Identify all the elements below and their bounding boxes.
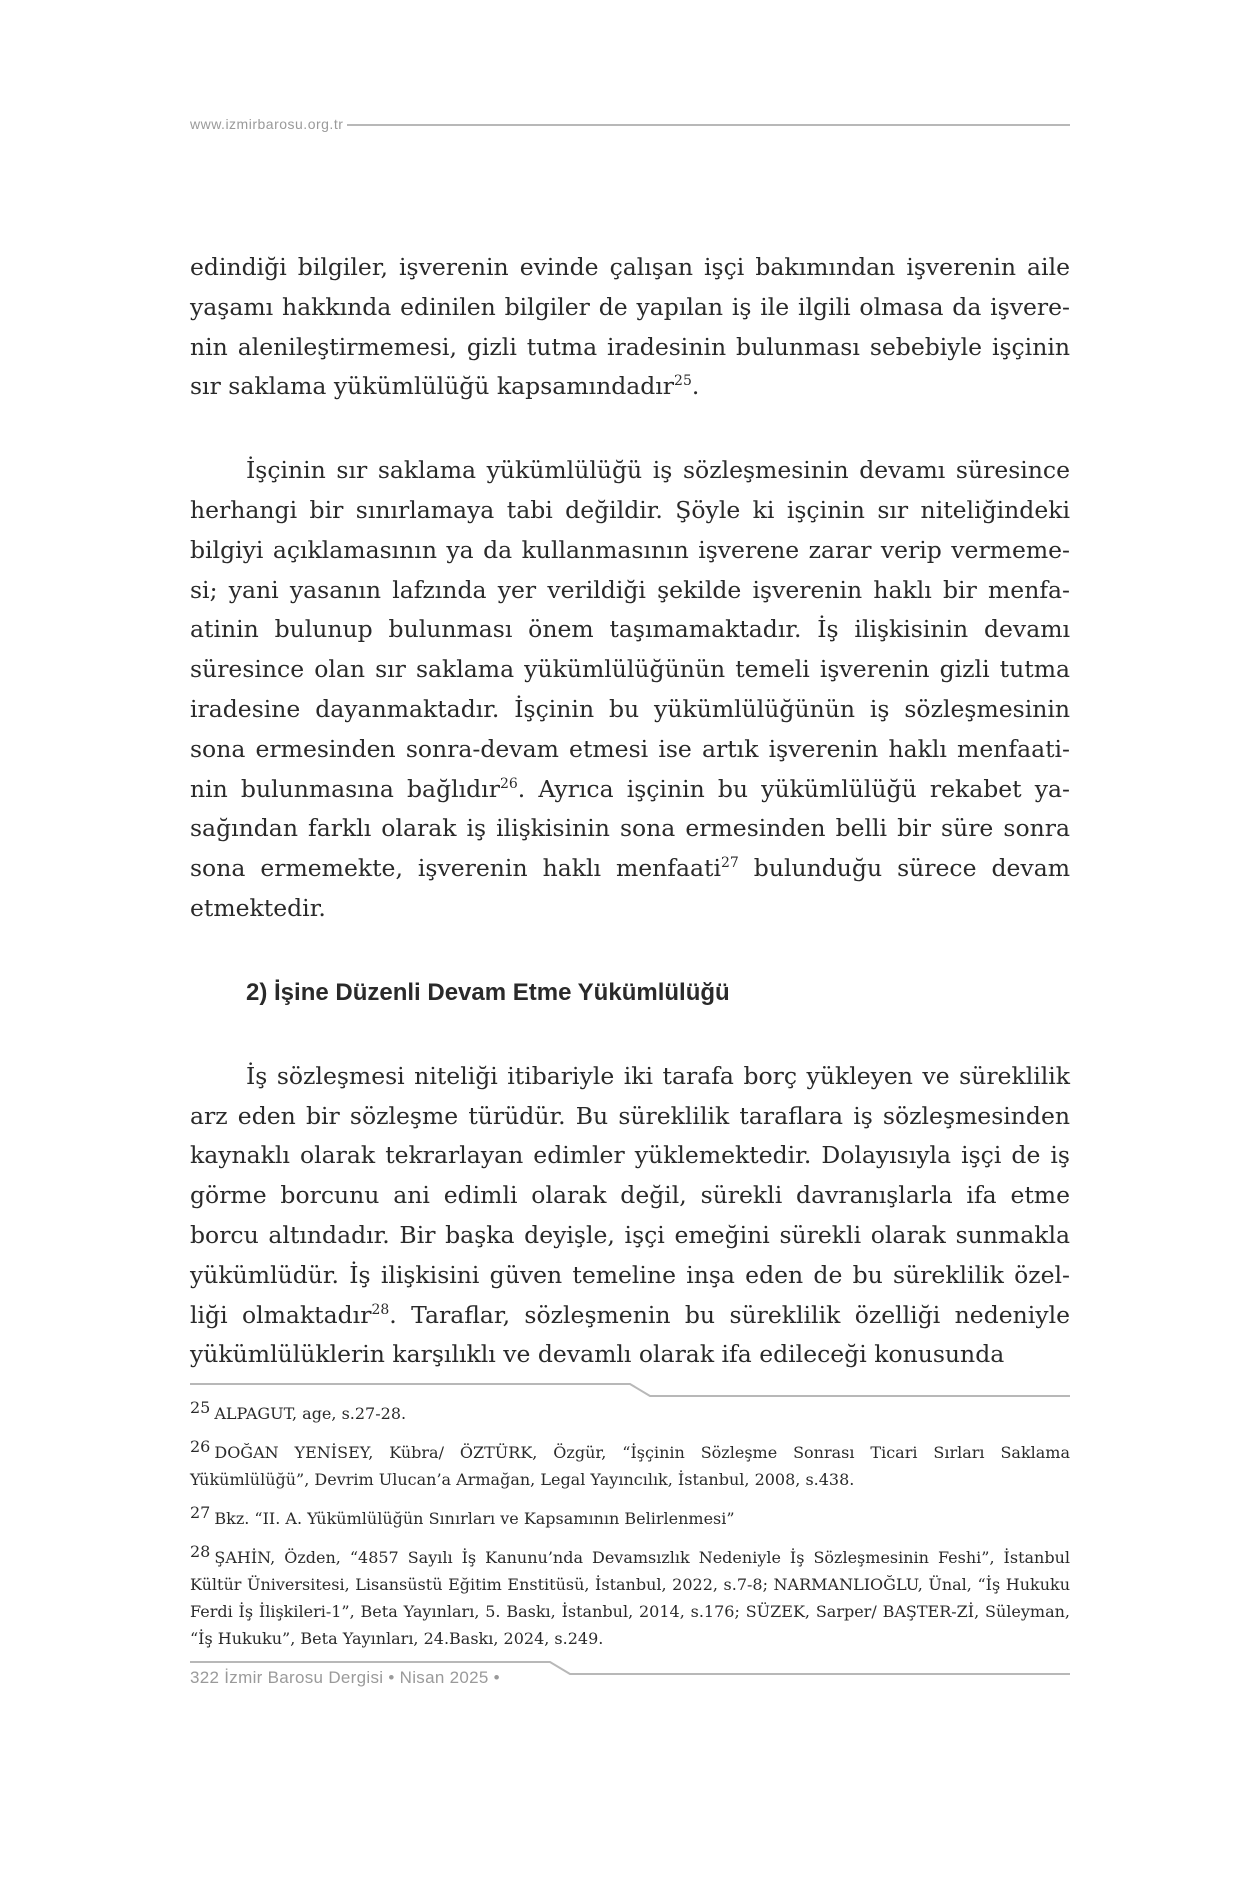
- footnote-number: 25: [190, 1398, 211, 1417]
- footnote-28: [190, 1544, 1070, 1652]
- page-footer: [190, 1656, 1070, 1696]
- paragraph-2: [190, 451, 1070, 929]
- footnote-separator: [190, 1378, 1070, 1402]
- footnote-number: 26: [190, 1437, 211, 1456]
- paragraph-1-end: .: [691, 372, 700, 401]
- paragraph-2-text-c: bulunduğu sürece devam etmektedir.: [190, 854, 1070, 922]
- footnote-text: ŞAHİN, Özden, “4857 Sayılı İş Kanunu’nda Devamsızlık Nedeniyle İş Sözleşmesinin Feshi”, İstanbul Kültür Üniversitesi, Lisansüstü Eğitim Enstitüsü, İstanbul, 2022, s.7-8; NARMANLIOĞLU, Ünal, “İş Hukuku Ferdi İş İlişkileri-1”, Beta Yayınları, 5. Baskı, İstanbul, 2014, s.176; SÜZEK, Sarper/ BAŞTER-Zİ, Süleyman, “İş Hukuku”, Beta Yayınları, 24.Baskı, 2024, s.249.: [190, 1548, 1070, 1648]
- paragraph-gap: [190, 1013, 1070, 1057]
- paragraph-1-text: edindiği bilgiler, işverenin evinde çalışan işçi bakımından işverenin aile yaşamı hakkında edinilen bilgiler de yapılan iş ile ilgili olmasa da işvere-nin alenileştirmemesi, gizli tutma iradesinin bulunması sebebiyle işçinin sır saklama yükümlülüğü kapsamındadır: [190, 253, 1070, 401]
- footnote-text: DOĞAN YENİSEY, Kübra/ ÖZTÜRK, Özgür, “İşçinin Sözleşme Sonrası Ticari Sırları Saklama Yükümlülüğü”, Devrim Ulucan’a Armağan, Legal Yayıncılık, İstanbul, 2008, s.438.: [190, 1443, 1070, 1489]
- footnote-number: 27: [190, 1503, 211, 1522]
- footnote-27: [190, 1505, 1070, 1532]
- footnote-text: Bkz. “II. A. Yükümlülüğün Sınırları ve Kapsamının Belirlenmesi”: [214, 1509, 735, 1528]
- footnote-number: 28: [190, 1542, 211, 1561]
- paragraph-gap: [190, 929, 1070, 973]
- footnote-ref-25[interactable]: 25: [674, 373, 692, 390]
- paragraph-1: [190, 248, 1070, 407]
- section-heading: 2) İşine Düzenli Devam Etme Yükümlülüğü: [246, 978, 730, 1006]
- paragraph-gap: [190, 407, 1070, 451]
- paragraph-3: [190, 1057, 1070, 1375]
- header-url[interactable]: www.izmirbarosu.org.tr: [190, 116, 344, 132]
- header-rule: [347, 124, 1070, 126]
- footer-journal-info: 322 İzmir Barosu Dergisi • Nisan 2025 •: [190, 1668, 500, 1687]
- footnote-ref-26[interactable]: 26: [499, 775, 518, 792]
- body-text: [190, 248, 1070, 1375]
- page-header: [190, 112, 1070, 136]
- footnotes: [190, 1400, 1070, 1664]
- footnote-ref-27[interactable]: 27: [720, 855, 739, 872]
- paragraph-3-text-b: . Taraflar, sözleşmenin bu süreklilik özelliği nedeniyle yükümlülüklerin karşılıklı ve devamlı olarak ifa edileceği konusunda: [190, 1300, 1070, 1369]
- footnote-26: [190, 1439, 1070, 1493]
- footnote-25: [190, 1400, 1070, 1427]
- footnote-text: ALPAGUT, age, s.27-28.: [214, 1404, 407, 1423]
- footnote-ref-28[interactable]: 28: [371, 1301, 390, 1318]
- paragraph-2-text-a: İşçinin sır saklama yükümlülüğü iş sözleşmesinin devamı süresince herhangi bir sınırlamaya tabi değildir. Şöyle ki işçinin sır niteliğindeki bilgiyi açıklamasının ya da kullanmasının işverene zarar verip vermeme-si; yani yasanın lafzında yer verildiği şekilde işverenin haklı bir menfa-atinin bulunup bulunması önem taşımamaktadır. İş ilişkisinin devamı süresince olan sır saklama yükümlülüğünün temeli işverenin gizli tutma iradesine dayanmaktadır. İşçinin bu yükümlülüğünün iş sözleşmesinin sona ermesinden sonra-devam etmesi ise artık işverenin haklı menfaati-nin bulunmasına bağlıdır: [190, 456, 1070, 803]
- paragraph-2-text-b: . Ayrıca işçinin bu yükümlülüğü rekabet ya-sağından farklı olarak iş ilişkisinin sona ermesinden belli bir süre sonra sona ermemekte, işverenin haklı menfaati: [190, 774, 1070, 883]
- paragraph-3-text-a: İş sözleşmesi niteliği itibariyle iki tarafa borç yükleyen ve süreklilik arz eden bir sözleşme türüdür. Bu süreklilik taraflara iş sözleşmesinden kaynaklı olarak tekrarlayan edimler yüklemektedir. Dolayısıyla işçi de iş görme borcunu ani edimli olarak değil, sürekli davranışlarla ifa etme borcu altındadır. Bir başka deyişle, işçi emeğini sürekli olarak sunmakla yükümlüdür. İş ilişkisini güven temeline inşa eden de bu süreklilik özel-liği olmaktadır: [190, 1061, 1070, 1329]
